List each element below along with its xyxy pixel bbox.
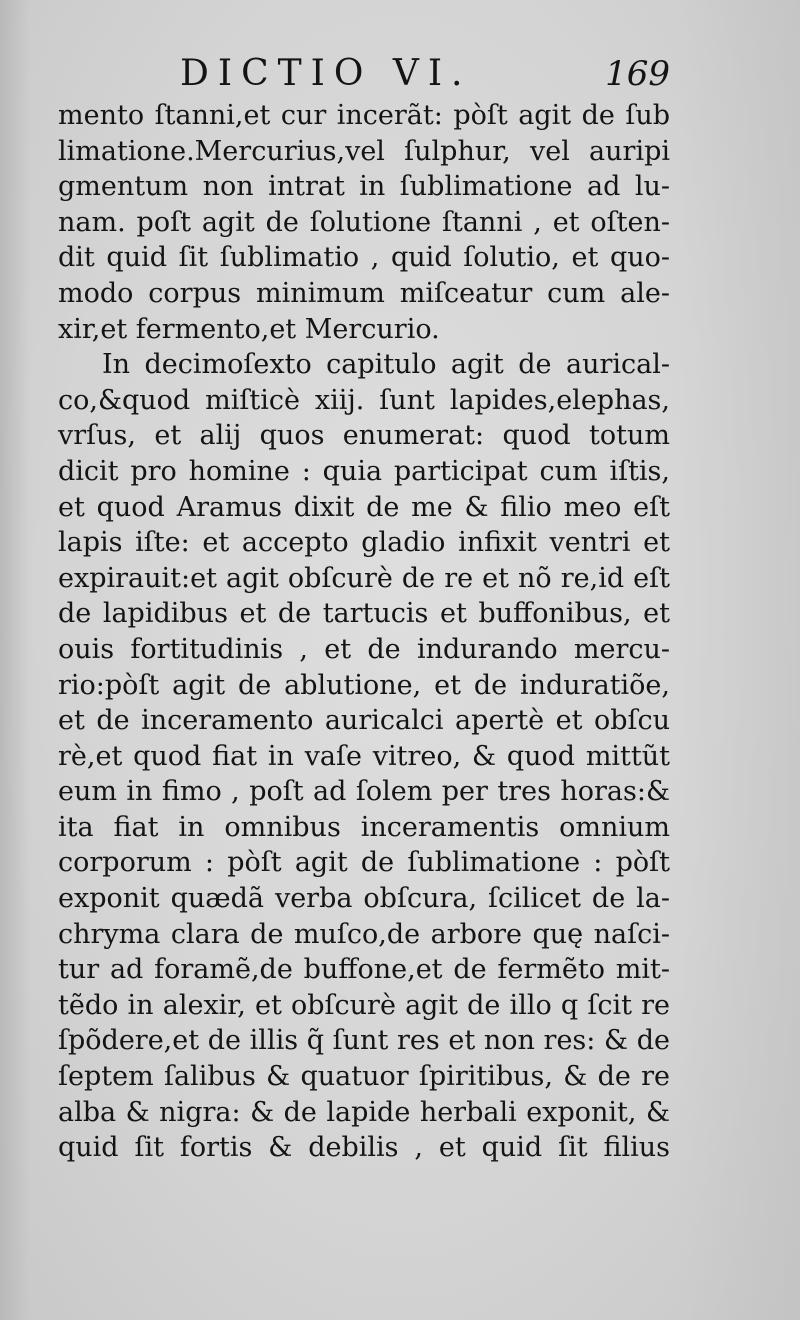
text-line: limatione.Mercurius,vel ſulphur, vel auripi — [58, 135, 670, 167]
page-edge-shadow — [680, 0, 800, 1320]
text-line: exponit quædã verba obſcura, ſcilicet de la- — [58, 883, 670, 915]
text-line: corporum : pòſt agit de ſublimatione : pòſt — [58, 847, 670, 879]
text-line: tẽdo in alexir, et obſcurè agit de illo q ſcit re — [58, 989, 670, 1021]
text-line: vrſus, et alij quos enumerat: quod totum — [58, 420, 670, 452]
text-line: dicit pro homine : quia participat cum iſtis, — [58, 455, 670, 487]
text-line: et quod Aramus dixit de me & filio meo eſt — [58, 491, 670, 523]
page-gutter-shadow — [0, 0, 30, 1320]
body-text — [58, 98, 670, 1166]
text-line: xir,et fermento,et Mercurio. — [58, 313, 440, 345]
text-line: tur ad foramẽ,de buffone,et de fermẽto mit- — [58, 954, 670, 986]
text-line: et de inceramento auricalci apertè et obſcu — [58, 705, 670, 737]
text-line: quid ſit fortis & debilis , et quid ſit filius — [58, 1132, 670, 1164]
text-line: de lapidibus et de tartucis et buffonibus, et — [58, 598, 670, 630]
text-line: eum in fimo , poſt ad ſolem per tres horas:& — [58, 776, 670, 808]
text-line: nam. poſt agit de ſolutione ſtanni , et oſten- — [58, 206, 670, 238]
page-number: 169 — [605, 54, 670, 94]
page-header — [180, 52, 670, 96]
text-line: lapis iſte: et accepto gladio infixit ventri et — [58, 527, 670, 559]
text-line: expirauit:et agit obſcurè de re et nõ re,id eſt — [58, 562, 670, 594]
text-line: alba & nigra: & de lapide herbali exponit, & — [58, 1096, 670, 1128]
text-line: rè,et quod fiat in vaſe vitreo, & quod mittũt — [58, 740, 670, 772]
text-line: modo corpus minimum miſceatur cum ale- — [58, 277, 670, 309]
text-line: co,&quod miſticè xiij. ſunt lapides,elephas, — [58, 384, 670, 416]
text-line: dit quid ſit ſublimatio , quid ſolutio, et quo- — [58, 242, 670, 274]
text-line: ita fiat in omnibus inceramentis omnium — [58, 811, 670, 843]
running-title: DICTIO VI. — [180, 53, 472, 94]
text-line: gmentum non intrat in ſublimatione ad lu- — [58, 171, 670, 203]
text-line: chryma clara de muſco,de arbore quę naſci- — [58, 918, 670, 950]
text-line: rio:pòſt agit de ablutione, et de induratiõe, — [58, 669, 670, 701]
text-line: mento ſtanni,et cur incerãt: pòſt agit de ſub — [58, 100, 670, 131]
text-line: ouis fortitudinis , et de indurando mercu- — [58, 633, 670, 665]
text-line: ſpõdere,et de illis q̃ ſunt res et non res: & de — [58, 1025, 670, 1057]
paragraph-first-line: In decimoſexto capitulo agit de aurical- — [102, 349, 670, 381]
text-line: ſeptem ſalibus & quatuor ſpiritibus, & de re — [58, 1061, 670, 1093]
